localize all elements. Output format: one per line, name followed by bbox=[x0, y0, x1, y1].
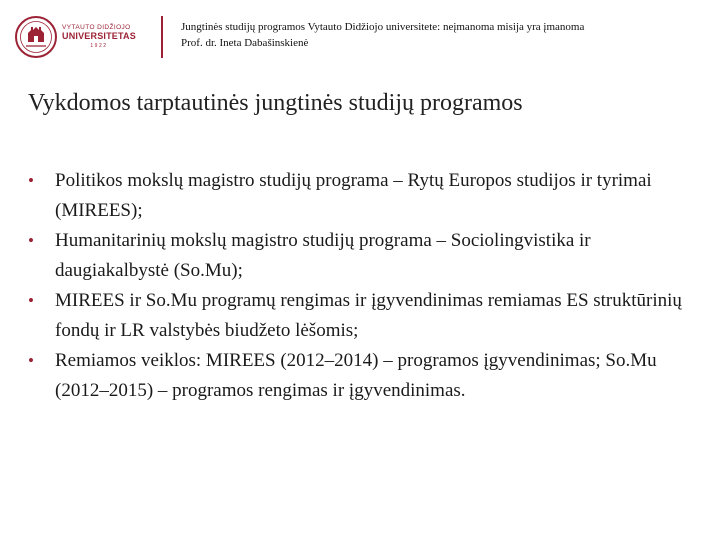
slide-title: Vykdomos tarptautinės jungtinės studijų programos bbox=[28, 90, 523, 116]
bullet-marker: • bbox=[28, 231, 34, 250]
header-divider bbox=[161, 16, 163, 58]
bullet-item bbox=[28, 286, 698, 346]
bullet-marker: • bbox=[28, 171, 34, 190]
university-logo bbox=[14, 14, 136, 60]
slide-header bbox=[181, 19, 584, 51]
bullet-marker: • bbox=[28, 351, 34, 370]
bullet-item bbox=[28, 226, 698, 286]
bullet-list bbox=[28, 166, 698, 406]
logo-line-1: VYTAUTO DIDŽIOJO bbox=[62, 23, 131, 31]
bullet-text: Politikos mokslų magistro studijų programa – Rytų Europos studijos ir tyrimai (MIREES); bbox=[55, 170, 652, 221]
bullet-text: Humanitarinių mokslų magistro studijų programa – Sociolingvistika ir daugiakalbystė (So.Mu); bbox=[55, 230, 591, 281]
bullet-item bbox=[28, 346, 698, 406]
header-subtitle: Jungtinės studijų programos Vytauto Didžiojo universitete: neįmanoma misija yra įmanoma bbox=[181, 21, 585, 33]
header-author: Prof. dr. Ineta Dabašinskienė bbox=[181, 37, 309, 49]
logo-line-3: 1922 bbox=[90, 43, 108, 50]
logo-line-2: UNIVERSITETAS bbox=[62, 31, 136, 42]
bullet-marker: • bbox=[28, 291, 34, 310]
bullet-text: MIREES ir So.Mu programų rengimas ir įgyvendinimas remiamas ES struktūrinių fondų ir LR valstybės biudžeto lėšomis; bbox=[55, 290, 682, 341]
university-seal-icon bbox=[14, 15, 58, 59]
bullet-text: Remiamos veiklos: MIREES (2012–2014) – programos įgyvendinimas; So.Mu (2012–2015) – programos rengimas ir įgyvendinimas. bbox=[55, 350, 657, 401]
bullet-item bbox=[28, 166, 698, 226]
